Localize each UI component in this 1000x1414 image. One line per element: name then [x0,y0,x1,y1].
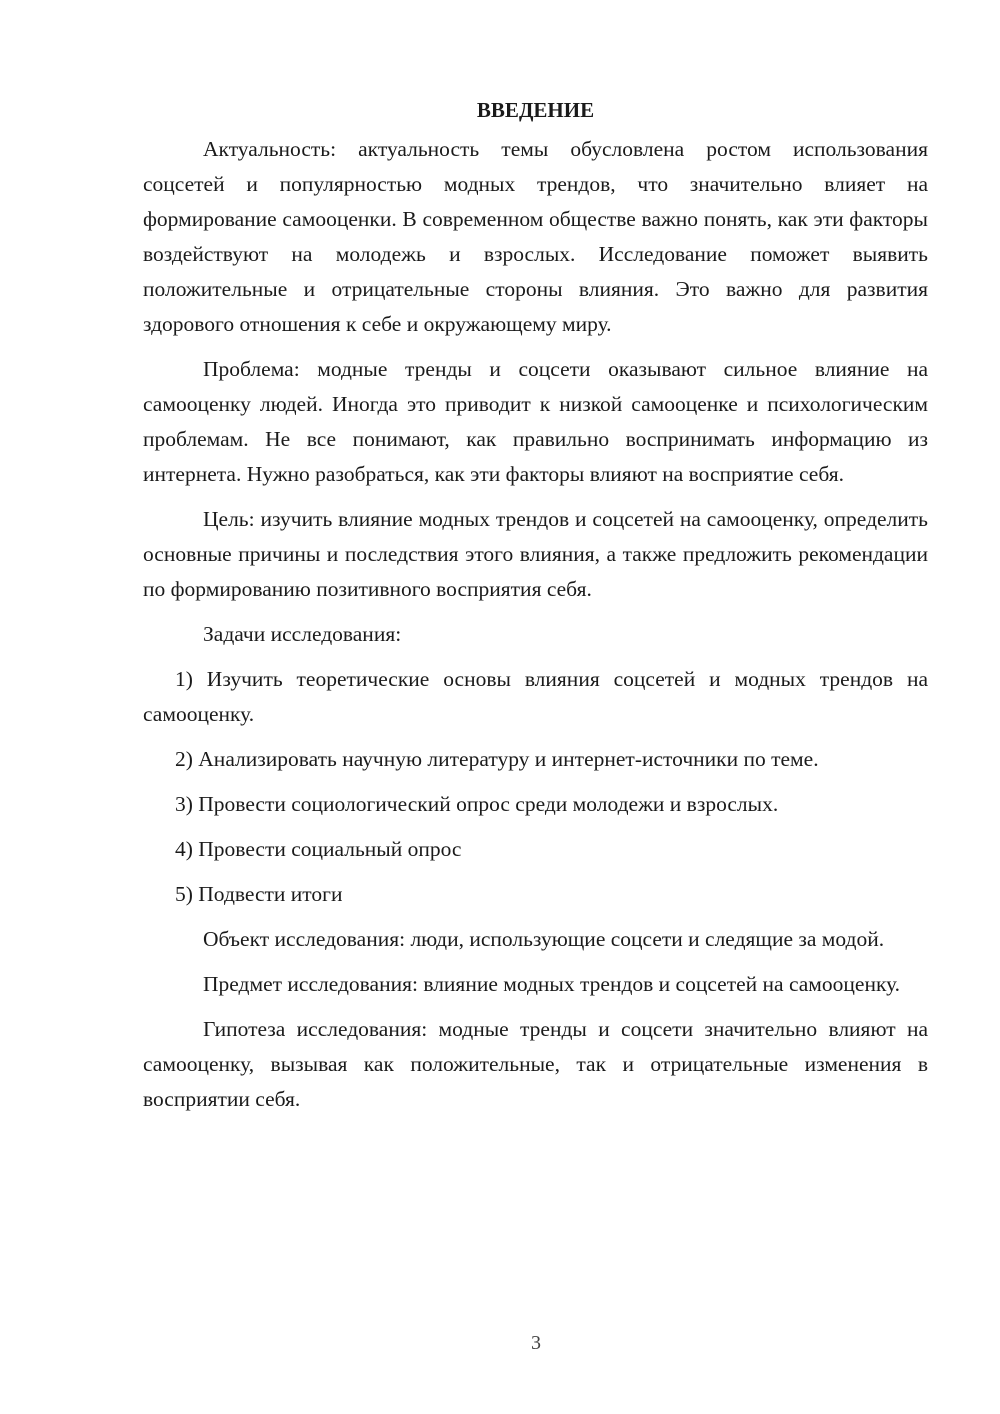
relevance-paragraph: Актуальность: актуальность темы обусловлена ростом использования соцсетей и популярностью модных трендов, что значительно влияет на формирование самооценки. В современном обществе важно понять, как эти факторы воздействуют на молодежь и взрослых. Исследование поможет выявить положительные и отрицательные стороны влияния. Это важно для развития здорового отношения к себе и окружающему миру. [143,137,928,336]
tasks-heading: Задачи исследования: [203,622,402,646]
page-content [143,93,928,1127]
subject-paragraph: Предмет исследования: влияние модных трендов и соцсетей на самооценку. [203,972,901,996]
page-number: 3 [531,1332,541,1354]
object-paragraph: Объект исследования: люди, использующие соцсети и следящие за модой. [203,927,885,951]
task-item: 3) Провести социологический опрос среди молодежи и взрослых. [175,792,779,816]
tasks-list [143,662,928,912]
task-item: 4) Провести социальный опрос [175,837,462,861]
section-title: ВВЕДЕНИЕ [476,98,595,122]
problem-paragraph: Проблема: модные тренды и соцсети оказывают сильное влияние на самооценку людей. Иногда это приводит к низкой самооценке и психологическим проблемам. Не все понимают, как правильно воспринимать информацию из интернета. Нужно разобраться, как эти факторы влияют на восприятие себя. [143,357,928,486]
task-item: 2) Анализировать научную литературу и интернет-источники по теме. [175,747,819,771]
goal-paragraph: Цель: изучить влияние модных трендов и соцсетей на самооценку, определить основные причины и последствия этого влияния, а также предложить рекомендации по формированию позитивного восприятия себя. [143,507,928,601]
task-item: 1) Изучить теоретические основы влияния соцсетей и модных трендов на самооценку. [143,667,928,726]
task-item: 5) Подвести итоги [175,882,343,906]
hypothesis-paragraph: Гипотеза исследования: модные тренды и соцсети значительно влияют на самооценку, вызывая как положительные, так и отрицательные изменения в восприятии себя. [143,1017,928,1111]
